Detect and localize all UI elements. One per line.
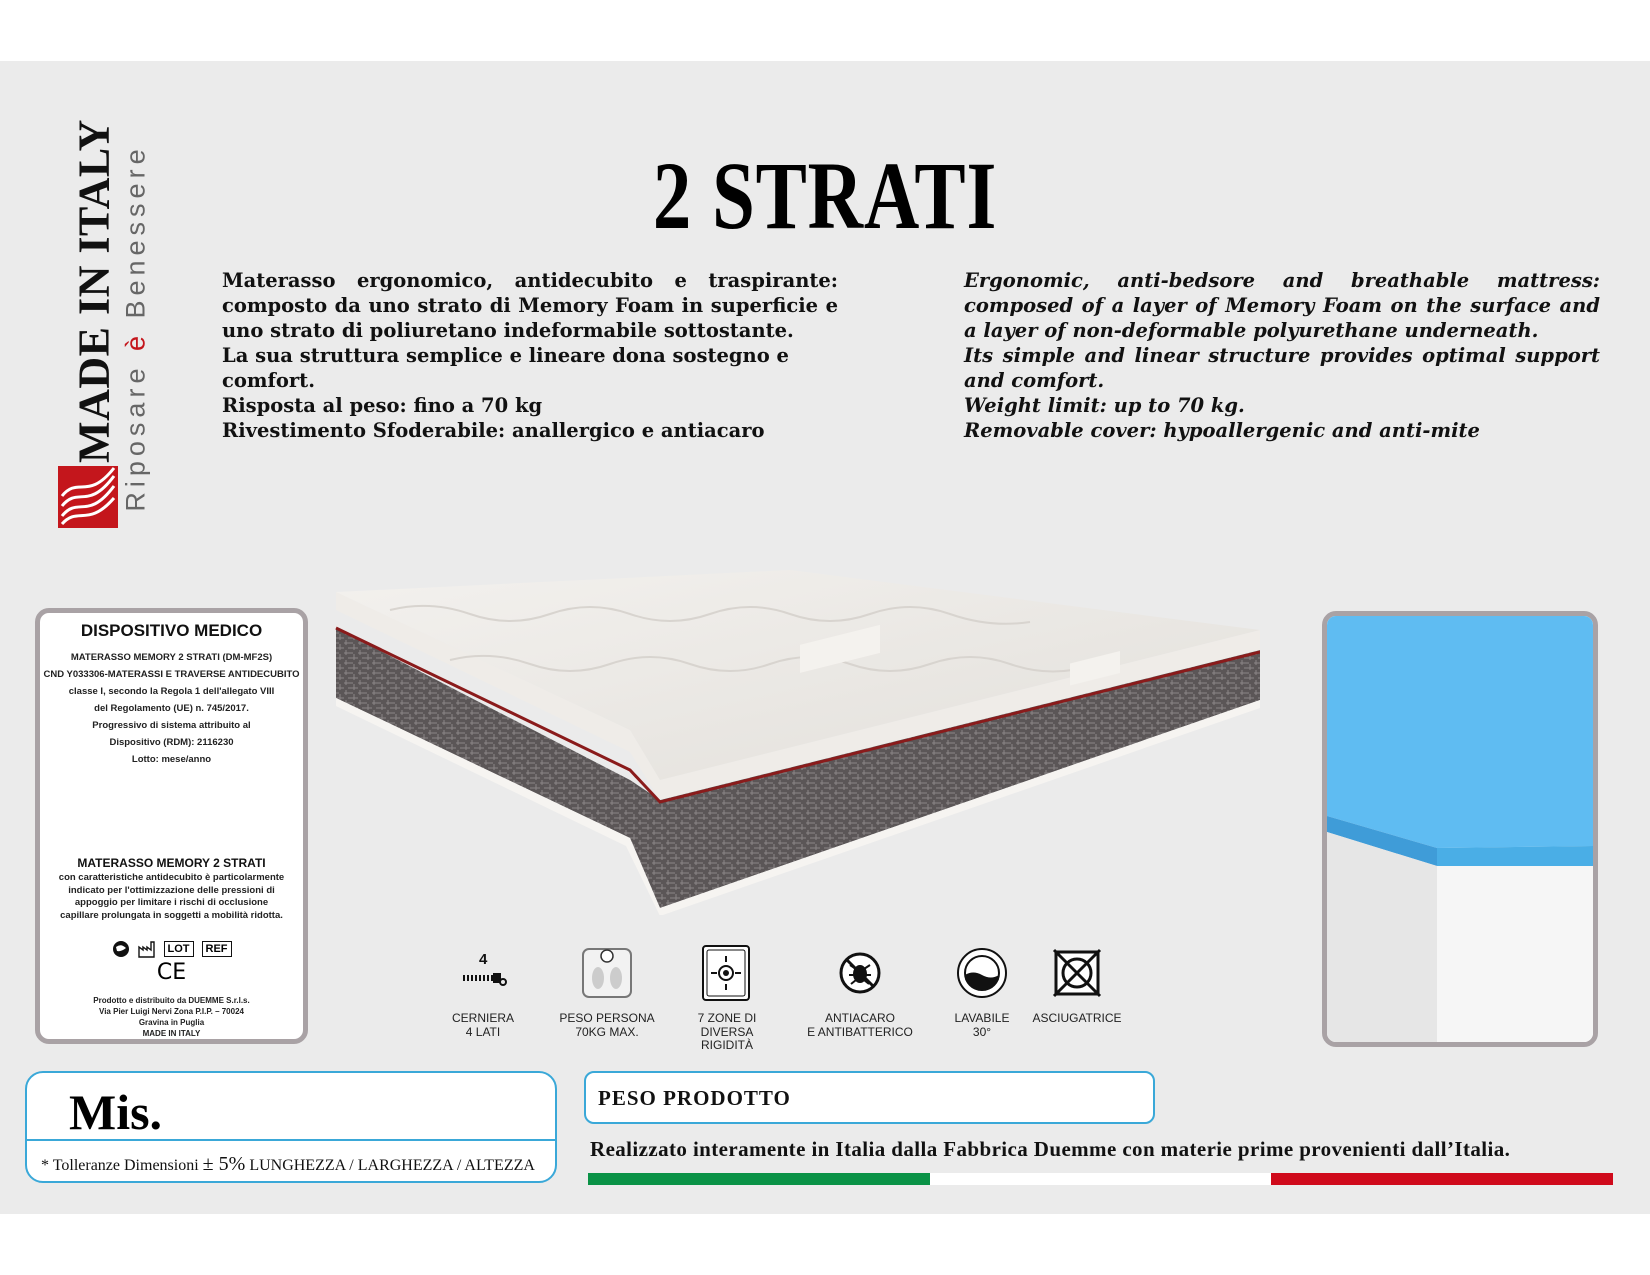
desc-it-intro: Materasso ergonomico, antidecubito e traspirante: composto da uno strato di Memory Foam in superficie e uno strato di poliuretano indeformabile sottostante.	[222, 269, 838, 342]
made-in-italy-note: Realizzato interamente in Italia dalla Fabbrica Duemme con materie prime provenienti dall’Italia.	[590, 1137, 1511, 1161]
medical-line: Dispositivo (RDM): 2116230	[109, 737, 234, 748]
desc-en-intro: Ergonomic, anti-bedsore and breathable mattress: composed of a layer of Memory Foam on the surface and a layer of non-deformable polyurethane underneath.	[964, 269, 1600, 342]
medical-details	[40, 649, 303, 768]
product-weight-label: PESO PRODOTTO	[598, 1086, 791, 1110]
desc-en-cover: Removable cover: hypoallergenic and anti-mite	[964, 419, 1480, 442]
ref-symbol: REF	[202, 941, 232, 957]
footer-line: Gravina in Puglia	[138, 1018, 205, 1027]
feature-dryer	[1012, 942, 1142, 1026]
footer-line: Via Pier Luigi Nervi Zona P.I.P. – 70024	[99, 1007, 244, 1016]
desc-it-structure: La sua struttura semplice e lineare dona sostegno e comfort.	[222, 344, 789, 392]
medical-footer	[40, 995, 303, 1039]
medical-line: Progressivo di sistema attribuito al	[92, 720, 251, 731]
flag-green	[588, 1173, 930, 1185]
feature-weight	[542, 942, 672, 1039]
desc-en-structure: Its simple and linear structure provides optimal support and comfort.	[964, 344, 1600, 392]
plus-minus-sign: ±	[202, 1153, 214, 1175]
scale-icon	[580, 946, 634, 1000]
feature-label: 7 ZONE DI DIVERSA RIGIDITÀ	[697, 1011, 757, 1052]
factory-icon	[138, 940, 156, 958]
brand-tagline-vertical: Riposare è Benessere	[120, 144, 151, 512]
medical-device-label	[35, 608, 308, 1044]
measures-divider	[27, 1139, 555, 1141]
made-in-italy-vertical: MADE IN ITALY	[69, 119, 119, 463]
measures-box	[25, 1071, 557, 1183]
ce-mark: CE	[156, 960, 187, 985]
desc-it-cover: Rivestimento Sfoderabile: anallergico e antiacaro	[222, 419, 765, 442]
medical-subtitle: MATERASSO MEMORY 2 STRATI	[77, 856, 266, 870]
medical-line: classe I, secondo la Regola 1 dell'allegato VIII	[68, 686, 275, 697]
description-english	[964, 268, 1600, 443]
no-dryer-icon	[1052, 948, 1102, 998]
desc-it-weight: Risposta al peso: fino a 70 kg	[222, 394, 543, 417]
italian-flag-bar	[588, 1173, 1613, 1185]
tolerance-note: * Tolleranze Dimensioni ± 5% LUNGHEZZA / LARGHEZZA / ALTEZZA	[41, 1153, 535, 1175]
tagline-accent: è	[120, 331, 151, 352]
medical-line: CND Y033306-MATERASSI E TRAVERSE ANTIDECUBITO	[43, 669, 300, 680]
medical-line: del Regolamento (UE) n. 745/2017.	[94, 703, 249, 714]
footer-line: MADE IN ITALY	[142, 1029, 201, 1038]
flag-red	[1271, 1173, 1613, 1185]
feature-label: LAVABILE 30°	[954, 1011, 1010, 1039]
product-title: 2 STRATI	[652, 142, 998, 249]
foam-layers-illustration	[1327, 616, 1593, 1042]
lot-symbol: LOT	[164, 941, 194, 957]
zipper-count: 4	[479, 951, 488, 968]
anti-mite-icon	[838, 951, 882, 995]
feature-zones	[662, 942, 792, 1053]
mattress-image	[330, 570, 1260, 915]
feature-label: ANTIACARO E ANTIBATTERICO	[807, 1011, 913, 1039]
description-italian	[222, 268, 838, 443]
feature-label: ASCIUGATRICE	[1032, 1011, 1122, 1025]
medical-line: MATERASSO MEMORY 2 STRATI (DM-MF2S)	[70, 652, 273, 663]
desc-en-weight: Weight limit: up to 70 kg.	[964, 394, 1245, 417]
medical-title: DISPOSITIVO MEDICO	[80, 621, 263, 640]
feature-zipper	[418, 942, 548, 1039]
feature-antimite	[795, 942, 925, 1039]
medical-line: Lotto: mese/anno	[131, 754, 212, 765]
brand-waves-icon	[58, 466, 118, 528]
zones-icon	[701, 944, 753, 1002]
measures-label: Mis.	[69, 1084, 163, 1140]
flag-white	[930, 1173, 1272, 1185]
feature-icons	[440, 942, 1140, 1062]
washable-icon	[956, 947, 1008, 999]
foam-layers-image	[1322, 611, 1598, 1047]
zipper-icon	[459, 948, 507, 998]
footer-line: Prodotto e distribuito da DUEMME S.r.l.s.	[93, 996, 250, 1005]
medical-body: con caratteristiche antidecubito è particolarmente indicato per l'ottimizzazione delle pressioni di appoggio per limitare i rischi di occlusione capillare prolungata in soggetti a mobilità ridotta.	[58, 872, 285, 921]
feature-label: PESO PERSONA 70KG MAX.	[559, 1011, 655, 1039]
feature-label: CERNIERA 4 LATI	[451, 1011, 514, 1039]
manufacturer-globe-icon	[112, 940, 130, 958]
medical-symbols	[40, 940, 303, 958]
product-weight-box	[584, 1071, 1155, 1124]
